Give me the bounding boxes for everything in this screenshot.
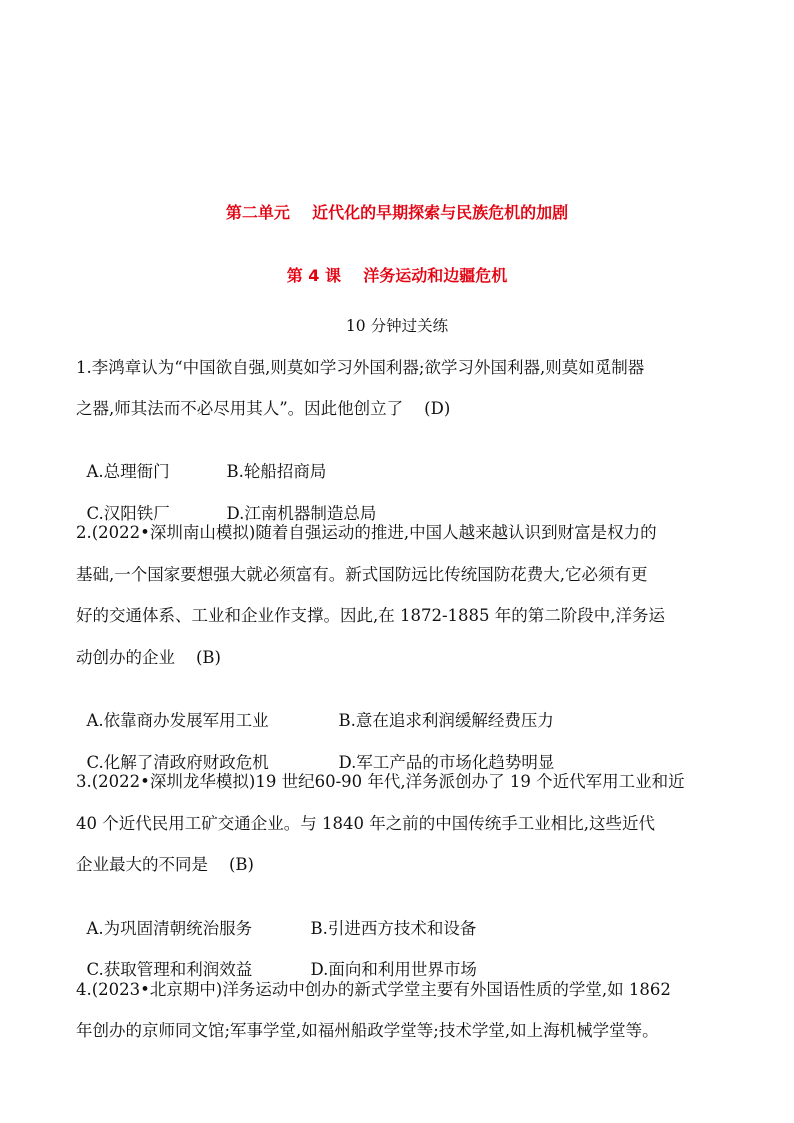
question-2-line-2: 基础,一个国家要想强大就必须富有。新式国防远比传统国防花费大,它必须有更 bbox=[76, 565, 648, 584]
option-d: D.军工产品的市场化趋势明显 bbox=[338, 753, 555, 772]
question-2-options-row-1 bbox=[76, 688, 554, 732]
question-1-line-2: 之器,师其法而不必尽用其人”。因此他创立了 (D) bbox=[76, 399, 451, 418]
option-c: C.汉阳铁厂 bbox=[86, 504, 170, 523]
question-3-options-row-1 bbox=[76, 896, 476, 940]
question-2-line-4: 动创办的企业 (B) bbox=[76, 648, 221, 667]
option-a: A.总理衙门 bbox=[86, 462, 170, 481]
question-1-options-row-1 bbox=[76, 439, 326, 483]
question-3-line-3: 企业最大的不同是 (B) bbox=[76, 855, 254, 874]
option-a: A.为巩固清朝统治服务 bbox=[86, 919, 253, 938]
option-a: A.依靠商办发展军用工业 bbox=[86, 711, 269, 730]
option-d: D.江南机器制造总局 bbox=[226, 504, 377, 523]
question-2-options-row-2 bbox=[76, 730, 554, 774]
question-3-line-2: 40 个近代民用工矿交通企业。与 1840 年之前的中国传统手工业相比,这些近代 bbox=[76, 814, 655, 833]
question-2-line-3: 好的交通体系、工业和企业作支撑。因此,在 1872-1885 年的第二阶段中,洋务运 bbox=[76, 606, 666, 625]
lesson-title: 第 4 课 洋务运动和边疆危机 bbox=[286, 266, 508, 285]
option-c: C.化解了清政府财政危机 bbox=[86, 753, 269, 772]
question-1-line-1: 1.李鸿章认为“中国欲自强,则莫如学习外国利器;欲学习外国利器,则莫如觅制器 bbox=[76, 358, 645, 377]
option-d: D.面向和利用世界市场 bbox=[310, 960, 477, 979]
question-4-line-1: 4.(2023•北京期中)洋务运动中创办的新式学堂主要有外国语性质的学堂,如 1862 bbox=[76, 980, 671, 999]
question-3-line-1: 3.(2022•深圳龙华模拟)19 世纪60-90 年代,洋务派创办了 19 个近代军用工业和近 bbox=[76, 772, 685, 791]
section-label: 10 分钟过关练 bbox=[345, 317, 449, 335]
question-1-options-row-2 bbox=[76, 481, 376, 525]
question-2-line-1: 2.(2022•深圳南山模拟)随着自强运动的推进,中国人越来越认识到财富是权力的 bbox=[76, 523, 657, 542]
option-b: B.轮船招商局 bbox=[226, 462, 327, 481]
unit-title: 第二单元 近代化的早期探索与民族危机的加剧 bbox=[225, 203, 569, 222]
option-b: B.引进西方技术和设备 bbox=[310, 919, 477, 938]
option-b: B.意在追求利润缓解经费压力 bbox=[338, 711, 554, 730]
question-3-options-row-2 bbox=[76, 937, 477, 981]
question-4-line-2: 年创办的京师同文馆;军事学堂,如福州船政学堂等;技术学堂,如上海机械学堂等。 bbox=[76, 1021, 659, 1040]
option-c: C.获取管理和利润效益 bbox=[86, 960, 253, 979]
